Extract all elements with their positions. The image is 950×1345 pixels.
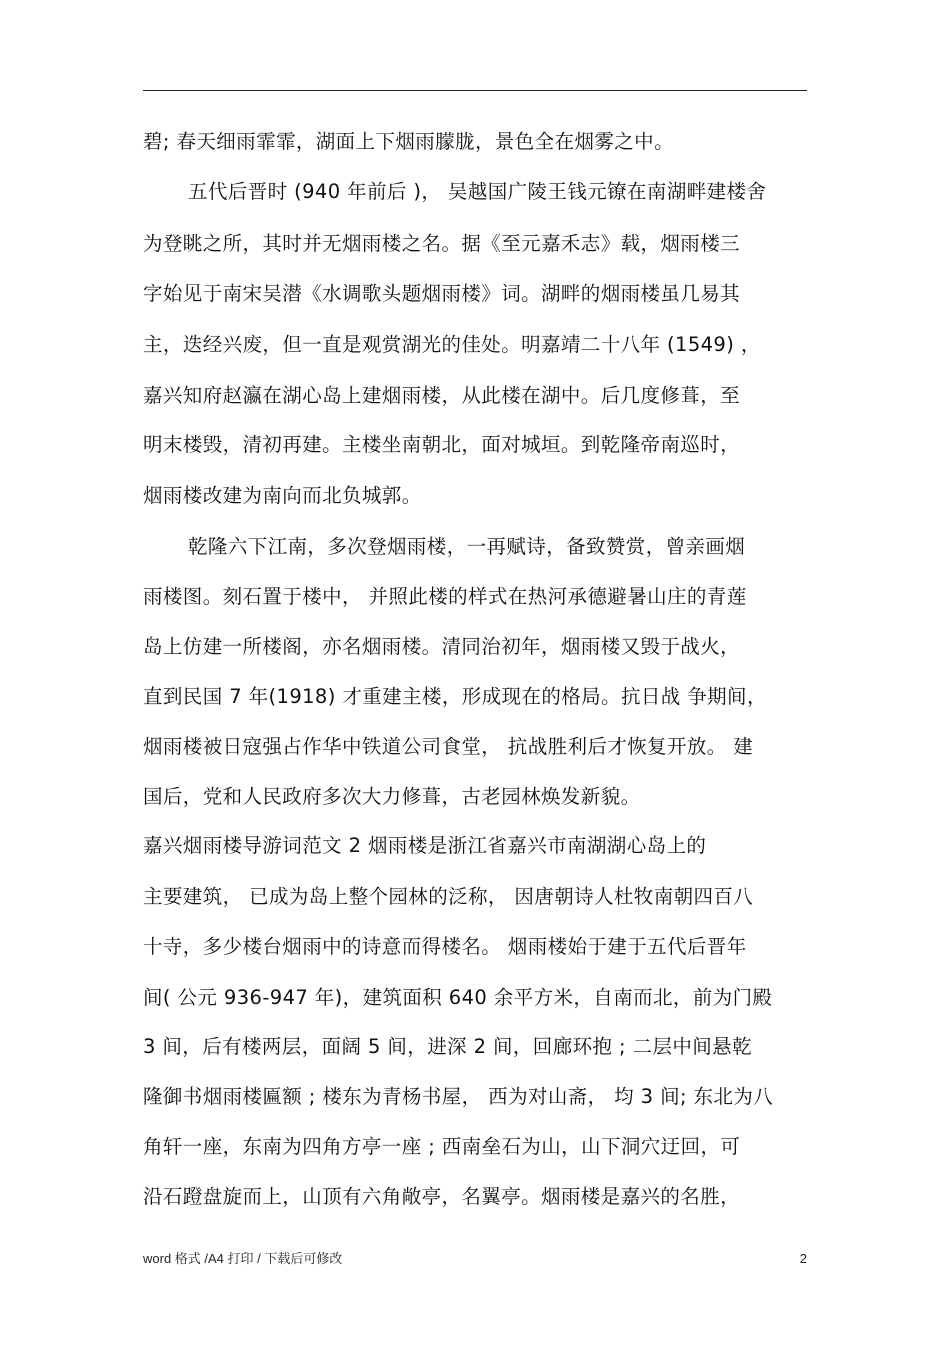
text-line: 碧; 春天细雨霏霏，湖面上下烟雨朦胧，景色全在烟雾之中。 [143,130,674,153]
footer-note: word 格式 /A4 打印 / 下载后可修改 [143,1251,343,1266]
text-line: 为登眺之所，其时并无烟雨楼之名。据《至元嘉禾志》载，烟雨楼三 [143,232,741,255]
text-line: 间( 公元 936-947 年)，建筑面积 640 余平方米，自南而北，前为门殿 [143,986,773,1009]
text-line: 直到民国 7 年(1918) 才重建主楼，形成现在的格局。抗日战 争期间， [143,685,767,708]
paragraph-first-line: 五代后晋时 (940 年前后 )， 吴越国广陵王钱元镣在南湖畔建楼舍 [188,180,767,203]
text-line: 雨楼图。刻石置于楼中， 并照此楼的样式在热河承德避暑山庄的青莲 [143,585,747,608]
text-line: 明末楼毁，清初再建。主楼坐南朝北，面对城垣。到乾隆帝南巡时， [143,433,741,456]
text-line: 角轩一座，东南为四角方亭一座 ; 西南垒石为山，山下洞穴迂回，可 [143,1135,741,1158]
text-line: 3 间，后有楼两层，面阔 5 间，进深 2 间，回廊环抱 ; 二层中间悬乾 [143,1035,752,1058]
text-line: 烟雨楼被日寇强占作华中铁道公司食堂， 抗战胜利后才恢复开放。 建 [143,735,754,758]
text-line: 岛上仿建一所楼阁，亦名烟雨楼。清同治初年，烟雨楼又毁于战火， [143,635,741,658]
section-title-line: 嘉兴烟雨楼导游词范文 2 烟雨楼是浙江省嘉兴市南湖湖心岛上的 [143,834,707,857]
text-line: 主，迭经兴废，但一直是观赏湖光的佳处。明嘉靖二十八年 (1549) ， [143,333,761,356]
text-line: 沿石蹬盘旋而上，山顶有六角敞亭，名翼亭。烟雨楼是嘉兴的名胜， [143,1185,741,1208]
paragraph-first-line: 乾隆六下江南，多次登烟雨楼，一再赋诗，备致赞赏，曾亲画烟 [188,535,746,558]
text-line: 国后，党和人民政府多次大力修葺，古老园林焕发新貌。 [143,785,641,808]
text-line: 隆御书烟雨楼匾额 ; 楼东为青杨书屋， 西为对山斋， 均 3 间; 东北为八 [143,1085,774,1108]
text-line: 字始见于南宋吴潜《水调歌头题烟雨楼》词。湖畔的烟雨楼虽几易其 [143,282,741,305]
text-line: 烟雨楼改建为南向而北负城郭。 [143,484,422,507]
text-line: 嘉兴知府赵瀛在湖心岛上建烟雨楼，从此楼在湖中。后几度修葺，至 [143,384,741,407]
page-number: 2 [799,1251,807,1266]
header-rule [143,90,807,91]
text-line: 十寺，多少楼台烟雨中的诗意而得楼名。 烟雨楼始于建于五代后晋年 [143,935,747,958]
text-line: 主要建筑， 已成为岛上整个园林的泛称， 因唐朝诗人杜牧南朝四百八 [143,885,754,908]
